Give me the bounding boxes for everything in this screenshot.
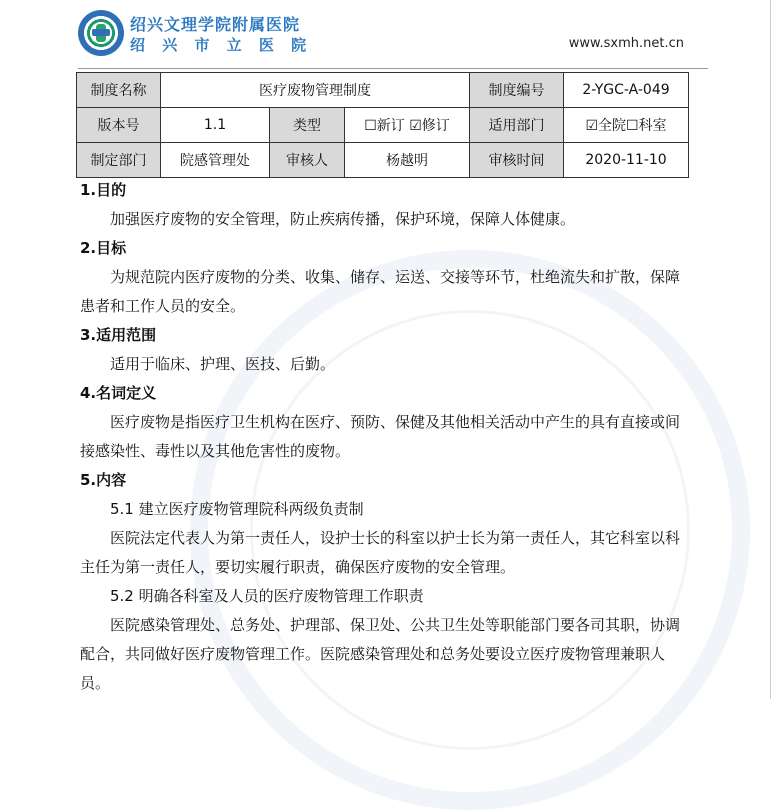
section-purpose-text: 加强医疗废物的安全管理，防止疾病传播，保护环境，保障人体健康。 bbox=[110, 210, 576, 228]
section-definition-text: 医疗废物是指医疗卫生机构在医疗、预防、保健及其他相关活动中产生的具有直接或间接感染性、毒性以及其他危害性的废物。 bbox=[80, 413, 681, 460]
header-divider bbox=[78, 68, 708, 69]
type-value: ☐新订 ☑修订 bbox=[345, 108, 470, 143]
meta-row-name bbox=[77, 73, 689, 108]
version-label: 版本号 bbox=[77, 108, 161, 143]
section-scope-text: 适用于临床、护理、医技、后勤。 bbox=[110, 355, 336, 373]
reviewer-value: 杨越明 bbox=[345, 143, 470, 178]
review-time-value: 2020-11-10 bbox=[564, 143, 689, 178]
subsection-5-1-title: 5.1 建立医疗废物管理院科两级负责制 bbox=[110, 500, 364, 518]
meta-row-review bbox=[77, 143, 689, 178]
section-goal-title: 2.目标 bbox=[80, 239, 127, 257]
hospital-name-calligraphy: 绍兴文理学院附属医院 bbox=[130, 15, 301, 34]
section-content-title: 5.内容 bbox=[80, 471, 127, 489]
section-scope-title: 3.适用范围 bbox=[80, 326, 157, 344]
policy-name-label: 制度名称 bbox=[77, 73, 161, 108]
reviewer-label: 审核人 bbox=[270, 143, 345, 178]
type-label: 类型 bbox=[270, 108, 345, 143]
subsection-5-2-text: 医院感染管理处、总务处、护理部、保卫处、公共卫生处等职能部门要各司其职，协调配合，共同做好医疗废物管理工作。医院感染管理处和总务处要设立医疗废物管理兼职人员。 bbox=[80, 616, 681, 692]
applicable-dept-value: ☑全院☐科室 bbox=[564, 108, 689, 143]
document-body bbox=[80, 176, 690, 698]
version-value: 1.1 bbox=[161, 108, 270, 143]
policy-name-value: 医疗废物管理制度 bbox=[161, 73, 470, 108]
section-goal-text: 为规范院内医疗废物的分类、收集、储存、运送、交接等环节，杜绝流失和扩散，保障患者和工作人员的安全。 bbox=[80, 268, 681, 315]
document-meta-table bbox=[76, 72, 689, 178]
hospital-logo-icon bbox=[78, 10, 124, 56]
subsection-5-2-title: 5.2 明确各科室及人员的医疗废物管理工作职责 bbox=[110, 587, 424, 605]
document-header bbox=[78, 8, 688, 66]
section-definition-title: 4.名词定义 bbox=[80, 384, 157, 402]
meta-row-version bbox=[77, 108, 689, 143]
review-time-label: 审核时间 bbox=[470, 143, 564, 178]
website-url: www.sxmh.net.cn bbox=[568, 36, 684, 51]
policy-code-value: 2-YGC-A-049 bbox=[564, 73, 689, 108]
section-purpose-title: 1.目的 bbox=[80, 181, 127, 199]
maker-dept-value: 院感管理处 bbox=[161, 143, 270, 178]
hospital-name: 绍 兴 市 立 医 院 bbox=[130, 36, 313, 54]
page-edge bbox=[770, 0, 771, 699]
subsection-5-1-text: 医院法定代表人为第一责任人，设护士长的科室以护士长为第一责任人，其它科室以科主任为第一责任人，要切实履行职责，确保医疗废物的安全管理。 bbox=[80, 529, 681, 576]
maker-dept-label: 制定部门 bbox=[77, 143, 161, 178]
policy-code-label: 制度编号 bbox=[470, 73, 564, 108]
applicable-dept-label: 适用部门 bbox=[470, 108, 564, 143]
